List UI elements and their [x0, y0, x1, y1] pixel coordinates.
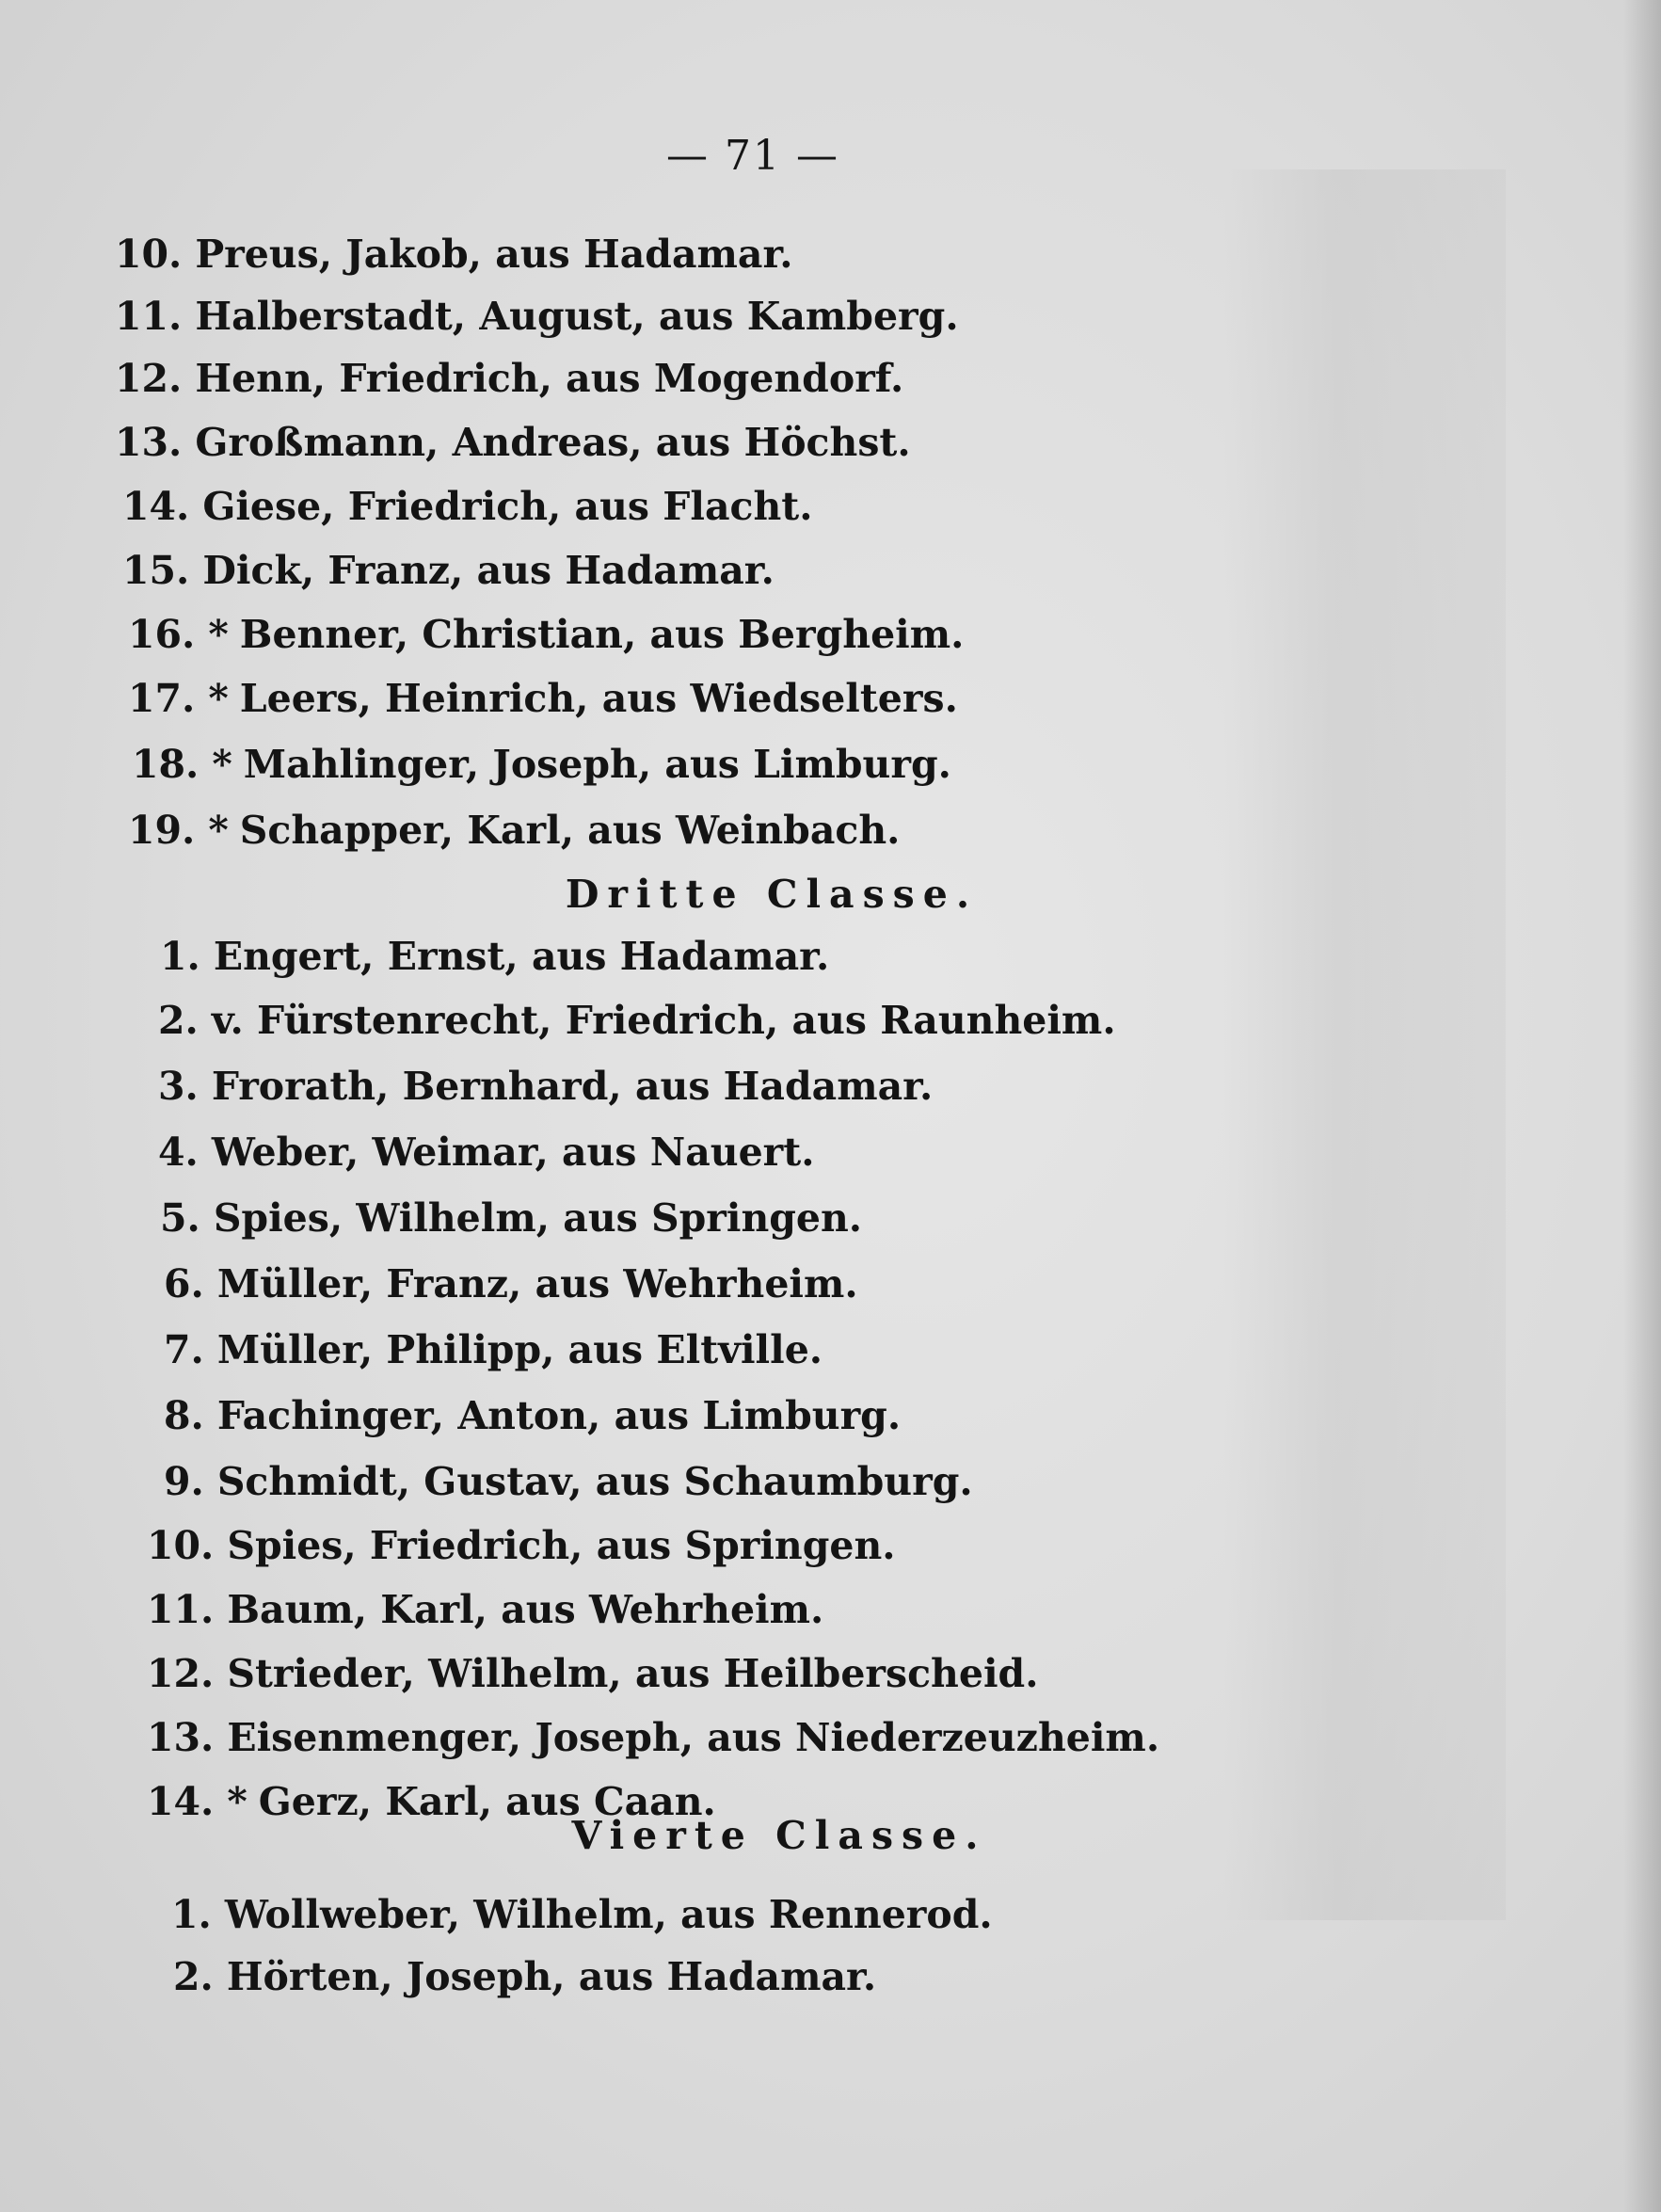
section-heading-dritte-classe: Dritte Classe. — [565, 872, 979, 917]
list-entry: 12. Henn, Friedrich, aus Mogendorf. — [115, 356, 904, 401]
list-entry: 1. Engert, Ernst, aus Hadamar. — [160, 934, 830, 979]
list-entry: 5. Spies, Wilhelm, aus Springen. — [160, 1195, 863, 1241]
list-entry: 1. Wollweber, Wilhelm, aus Rennerod. — [171, 1892, 993, 1937]
page-number: — 71 — — [666, 132, 839, 180]
list-entry: 16. * Benner, Christian, aus Bergheim. — [128, 612, 965, 657]
list-entry: 19. * Schapper, Karl, aus Weinbach. — [128, 808, 901, 853]
list-entry: 3. Frorath, Bernhard, aus Hadamar. — [158, 1064, 934, 1109]
list-entry: 8. Fachinger, Anton, aus Limburg. — [164, 1393, 902, 1438]
list-entry: 2. v. Fürstenrecht, Friedrich, aus Raunheim. — [158, 998, 1116, 1043]
list-entry: 18. * Mahlinger, Joseph, aus Limburg. — [132, 742, 951, 787]
list-entry: 10. Preus, Jakob, aus Hadamar. — [115, 232, 793, 277]
list-entry: 11. Halberstadt, August, aus Kamberg. — [115, 294, 959, 339]
list-entry: 15. Dick, Franz, aus Hadamar. — [122, 548, 775, 593]
list-entry: 11. Baum, Karl, aus Wehrheim. — [147, 1587, 824, 1632]
list-entry: 4. Weber, Weimar, aus Nauert. — [158, 1130, 815, 1175]
list-entry: 7. Müller, Philipp, aus Eltville. — [164, 1327, 823, 1372]
list-entry: 12. Strieder, Wilhelm, aus Heilberscheid. — [147, 1651, 1039, 1696]
list-entry: 13. Eisenmenger, Joseph, aus Niederzeuzheim. — [147, 1715, 1160, 1760]
list-entry: 9. Schmidt, Gustav, aus Schaumburg. — [164, 1459, 973, 1504]
list-entry: 14. Giese, Friedrich, aus Flacht. — [122, 484, 813, 529]
list-entry: 14. * Gerz, Karl, aus Caan. — [147, 1779, 716, 1824]
list-entry: 17. * Leers, Heinrich, aus Wiedselters. — [128, 676, 958, 721]
page-edge-shadow — [1623, 0, 1661, 2212]
list-entry: 13. Großmann, Andreas, aus Höchst. — [115, 420, 911, 465]
list-entry: 6. Müller, Franz, aus Wehrheim. — [164, 1261, 858, 1306]
section-heading-vierte-classe: Vierte Classe. — [571, 1813, 987, 1858]
list-entry: 2. Hörten, Joseph, aus Hadamar. — [173, 1954, 877, 1999]
bleed-through-shadow — [1223, 169, 1506, 1920]
list-entry: 10. Spies, Friedrich, aus Springen. — [147, 1523, 896, 1568]
